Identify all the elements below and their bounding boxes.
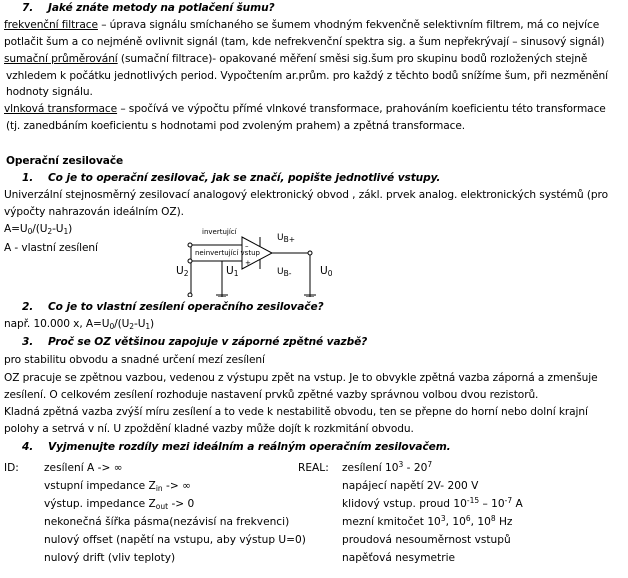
id-item: nulový drift (vliv teploty) — [44, 552, 176, 564]
ground-icon — [216, 295, 316, 297]
id-item: nulový offset (napětí na vstupu, aby výstup U=0) — [44, 534, 306, 546]
text-line: hodnoty signálu. — [6, 86, 93, 98]
real-item: napájecí napětí 2V- 200 V — [342, 480, 479, 492]
real-label: REAL: — [298, 462, 329, 474]
text-line: např. 10.000 x, $A=U_0/(U_2-U_1)$ — [4, 318, 155, 331]
gain-formula: $A=U_0/(U_2-U_1)$ — [4, 223, 73, 236]
text-line: polohy a setrvá v ní. U zpoždění kladné vazby může dojít k rozkmitání obvodu. — [4, 423, 414, 435]
id-item: nekonečná šířka pásma(nezávisí na frekvenci) — [44, 516, 290, 528]
terminal — [188, 259, 192, 263]
text-line: vzhledem k počátku jednotlivých period. Vypočtením ar.prům. pro každý z těchto bodů snížíme šum, při nezměnění — [6, 70, 609, 82]
opamp-diagram — [160, 225, 360, 297]
question-3: 3. Proč se OZ většinou zapojuje v záporné zpětné vazbě? — [22, 336, 368, 348]
real-item: proudová nesouměrnost vstupů — [342, 534, 511, 546]
label-u2: $U_2$ — [176, 265, 189, 278]
id-item: výstup. impedance $Z_{out} -> 0$ — [44, 498, 195, 511]
text-line: zesílení. O celkovém zesílení rozhoduje nastavení prvků zpětné vazby správnou volbou dvou rezistorů. — [4, 389, 539, 401]
real-item: zesílení $10^3 - 20^7$ — [342, 460, 433, 474]
text-line: vlnková transformace – spočívá ve výpočtu přímé vlnkové transformace, prahováním koeficientu této transformace — [4, 103, 606, 115]
label-u-bminus: $U_{B-}$ — [277, 267, 292, 278]
terminal — [188, 243, 192, 247]
text-line: frekvenční filtrace – úprava signálu smíchaného se šumem vhodným fekvenčně selektivním filtrem, má co nejvíce — [4, 19, 600, 31]
minus-sign: – — [245, 242, 249, 250]
terminal — [308, 251, 312, 255]
question-1: 1. Co je to operační zesilovač, jak se značí, popište jednotlivé vstupy. — [22, 172, 441, 184]
text-line: Kladná zpětná vazba zvýší míru zesílení a to vede k nestabilitě obvodu, ten se přepne do horní nebo dolní krajní — [4, 406, 588, 418]
text-line: potlačit šum a co nejméně ovlivnit signál (tam, kde nefrekvenční spektra sig. a šum nepřekrývají – sinusový signál) — [4, 36, 605, 48]
id-label: ID: — [4, 462, 19, 474]
real-item: mezní kmitočet $10^3$, $10^6$, $10^8$ Hz — [342, 514, 513, 528]
id-item: zesílení A -> ∞ — [44, 462, 123, 474]
label-noninverting: neinvertující vstup — [195, 249, 260, 257]
terminal — [188, 293, 192, 297]
term-frekvencni-filtrace: frekvenční filtrace — [4, 19, 98, 31]
text-line: výpočty nahrazován ideálním OZ). — [4, 206, 184, 218]
label-u1: $U_1$ — [226, 265, 239, 278]
real-item: klidový vstup. proud $10^{-15} - 10^{-7}$ A — [342, 496, 523, 510]
text-line: A - vlastní zesílení — [4, 242, 98, 254]
term-sumacni-prumerovani: sumační průměrování — [4, 53, 118, 65]
text-line: pro stabilitu obvodu a snadné určení mezí zesílení — [4, 354, 265, 366]
plus-sign: + — [245, 259, 251, 267]
question-2: 2. Co je to vlastní zesílení operačního zesilovače? — [22, 301, 324, 313]
term-vlnkova-transformace: vlnková transformace — [4, 103, 118, 115]
label-u-bplus: $U_{B+}$ — [277, 233, 296, 244]
id-item: vstupní impedance $Z_{in}$ -> ∞ — [44, 480, 191, 493]
text-line: Univerzální stejnosměrný zesilovací analogový elektronický obvod , zákl. prvek analog. elektronických systémů (pro — [4, 189, 608, 201]
real-item: napěťová nesymetrie — [342, 552, 456, 564]
question-7: 7. Jaké znáte metody na potlačení šumu? — [22, 2, 275, 14]
text-line: (tj. zanedbáním koeficientu s hodnotami pod zvoleným prahem) a zpětná transformace. — [6, 120, 466, 132]
section-heading: Operační zesilovače — [6, 155, 124, 167]
label-inverting: invertující — [202, 228, 237, 236]
text-line: sumační průměrování (sumační filtrace)- opakované měření směsi sig.šum pro skupinu bodů rozložených stejně — [4, 53, 588, 65]
question-4: 4. Vyjmenujte rozdíly mezi ideálním a reálným operačním zesilovačem. — [22, 441, 451, 453]
text-line: OZ pracuje se zpětnou vazbou, vedenou z výstupu zpět na vstup. Je to obvykle zpětná vazba záporná a zmenšuje — [4, 372, 598, 384]
label-u0: $U_0$ — [320, 265, 333, 278]
